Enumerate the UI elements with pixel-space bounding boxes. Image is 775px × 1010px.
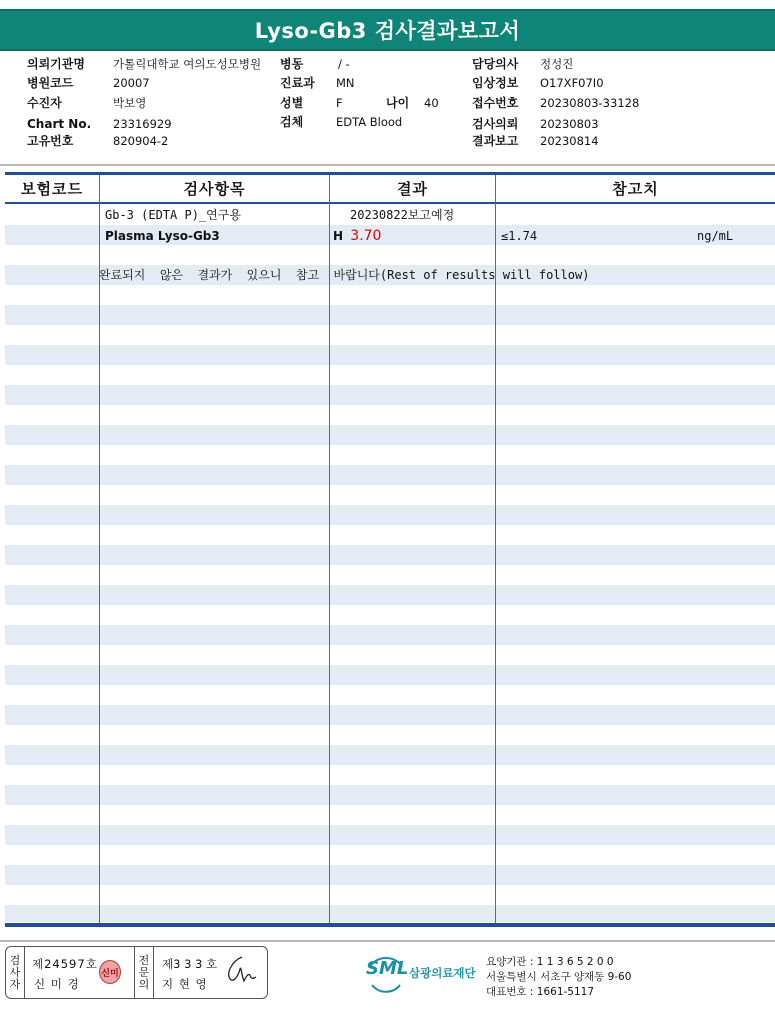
row-stripe [5,665,775,685]
sex-value: F [336,96,343,110]
dept-value: MN [336,76,355,90]
specialist-label-text: 전 문 의 [138,953,150,991]
care-institution-no: 요양기관 : 1 1 3 6 5 2 0 0 [486,956,614,968]
tester-seal-stamp: 신미 [99,960,121,984]
col-divider [99,175,100,923]
row-stripe [5,825,775,845]
col-header-result: 결과 [397,180,428,198]
signature-box [5,946,268,999]
row-stripe [5,345,775,365]
request-value: 20230803 [540,117,599,131]
specialist-name: 지 현 영 [162,977,208,991]
request-label: 검사의뢰 [472,117,519,131]
col-header-item: 검사항목 [183,180,246,198]
row-stripe [5,545,775,565]
row-stripe [5,745,775,765]
row-stripe [5,465,775,485]
row2-unit: ng/mL [697,229,734,243]
row-stripe [5,505,775,525]
sex-label: 성별 [280,96,304,110]
report-title: Lyso-Gb3 검사결과보고서 [0,9,775,51]
ward-value: / - [338,57,350,71]
doctor-value: 정성진 [540,57,574,71]
institution-label: 의뢰기관명 [27,57,85,71]
row2-reference: ≤1.74 [501,229,538,243]
header-separator [0,164,775,166]
table-header-border [5,202,775,204]
hospital-code-value: 20007 [113,76,150,90]
org-address: 서울특별시 서초구 양재동 9-60 [486,971,632,983]
collector-label: 수진자 [27,96,62,110]
specialist-license-no: 제3 3 3 호 [162,957,218,971]
tester-label-text: 검 사 자 [9,953,21,991]
ward-label: 병동 [280,57,304,71]
tester-label [6,947,25,998]
unique-no-value: 820904-2 [113,134,169,148]
row-stripe [5,305,775,325]
dept-label: 진료과 [280,76,315,90]
row-stripe [5,585,775,605]
institution-value: 가톨릭대학교 여의도성모병원 [113,57,262,71]
unique-no-label: 고유번호 [27,134,74,148]
col-divider [495,175,496,923]
doctor-label: 담당의사 [472,57,519,71]
high-flag: H [333,229,344,243]
row-stripe [5,385,775,405]
sml-logo-text: SML [366,958,409,979]
row1-result: 20230822보고예정 [350,208,455,222]
table-bottom-border [5,923,775,927]
age-value: 40 [424,96,439,110]
receipt-label: 접수번호 [472,96,519,110]
row-stripe [5,865,775,885]
result-value: 3.70 [350,228,382,244]
specialist-label [134,947,154,998]
collector-value: 박보영 [113,96,147,110]
hospital-code-label: 병원코드 [27,76,74,90]
specialist-signature [224,953,260,987]
tester-license-no: 제24597호 [32,957,98,971]
chart-no-label: Chart No. [27,117,92,131]
report-value: 20230814 [540,134,599,148]
receipt-value: 20230803-33128 [540,96,640,110]
row-stripe [5,705,775,725]
results-table [5,172,775,928]
clinical-label: 임상정보 [472,76,519,90]
specimen-value: EDTA Blood [336,115,403,129]
col-header-reference: 참고치 [612,180,659,198]
org-name: 삼광의료재단 [409,966,476,980]
pending-notice: 완료되지 않은 결과가 있으니 참고 바랍니다(Rest of results will follow) [99,268,590,282]
col-divider [329,175,330,923]
clinical-value: O17XF07I0 [540,76,604,90]
col-header-insurance: 보험코드 [21,180,83,198]
row1-item: Gb-3 (EDTA P)_연구용 [105,208,241,222]
row-stripe [5,625,775,645]
age-label: 나이 [386,96,410,110]
chart-no-value: 23316929 [113,117,172,131]
specimen-label: 검체 [280,115,304,129]
report-label: 결과보고 [472,134,519,148]
row2-result [333,226,381,246]
row-stripe [5,425,775,445]
row2-item: Plasma Lyso-Gb3 [105,229,220,243]
tester-name: 신 미 경 [34,977,80,991]
footer-separator [0,940,775,942]
org-phone: 대표번호 : 1661-5117 [486,986,595,998]
row-stripe [5,905,775,922]
row-stripe [5,785,775,805]
